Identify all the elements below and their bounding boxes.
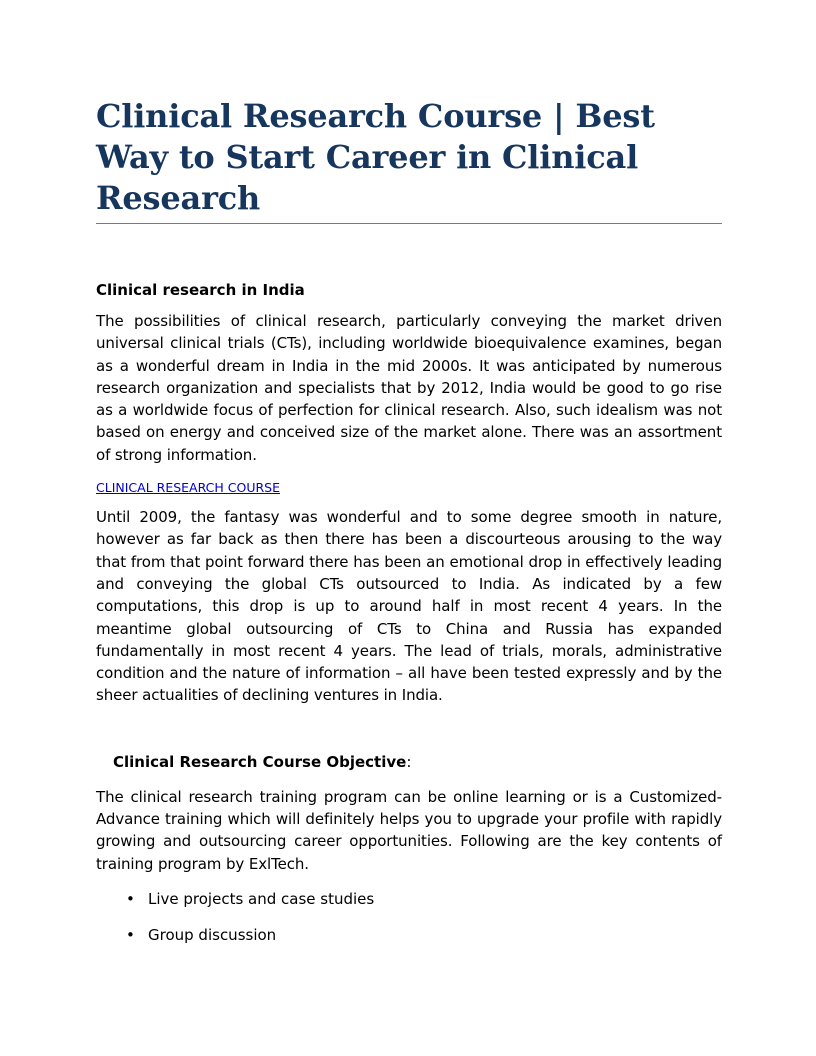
bullet-icon: • <box>126 889 135 908</box>
document-title: Clinical Research Course | Best Way to Start Career in Clinical Research <box>96 96 722 224</box>
bullet-list <box>96 889 722 945</box>
objective-heading-text: Clinical Research Course Objective <box>113 752 407 771</box>
section-heading-india: Clinical research in India <box>96 281 305 299</box>
list-item <box>96 925 722 945</box>
list-item-text: Group discussion <box>148 925 277 944</box>
paragraph-objective: The clinical research training program can be online learning or is a Customized-Advance training which will definitely helps you to upgrade your profile with rapidly growing and outsourcing career opportunities. Following are the key contents of training program by ExlTech. <box>96 787 722 873</box>
list-item <box>96 889 722 909</box>
bullet-icon: • <box>126 925 135 944</box>
clinical-research-course-link[interactable]: CLINICAL RESEARCH COURSE <box>96 480 280 496</box>
objective-heading-colon: : <box>406 752 412 771</box>
list-item-text: Live projects and case studies <box>148 889 375 908</box>
paragraph-decline: Until 2009, the fantasy was wonderful and to some degree smooth in nature, however as far back as then there has been a discourteous arousing to the way that from that point forward there has been an emotional drop in effectively leading and conveying the global CTs outsourced to India. As indicated by a few computations, this drop is up to around half in most recent 4 years. In the meantime global outsourcing of CTs to China and Russia has expanded fundamentally in most recent 4 years. The lead of trials, morals, administrative condition and the nature of information – all have been tested expressly and by the sheer actualities of declining ventures in India. <box>96 508 722 705</box>
paragraph-india: The possibilities of clinical research, particularly conveying the market driven universal clinical trials (CTs), including worldwide bioequivalence examines, began as a wonderful dream in India in the mid 2000s. It was anticipated by numerous research organization and specialists that by 2012, India would be good to go rise as a worldwide focus of perfection for clinical research. Also, such idealism was not based on energy and conceived size of the market alone. There was an assortment of strong information. <box>96 312 722 464</box>
section-heading-objective <box>96 752 722 772</box>
document-page <box>96 96 722 945</box>
